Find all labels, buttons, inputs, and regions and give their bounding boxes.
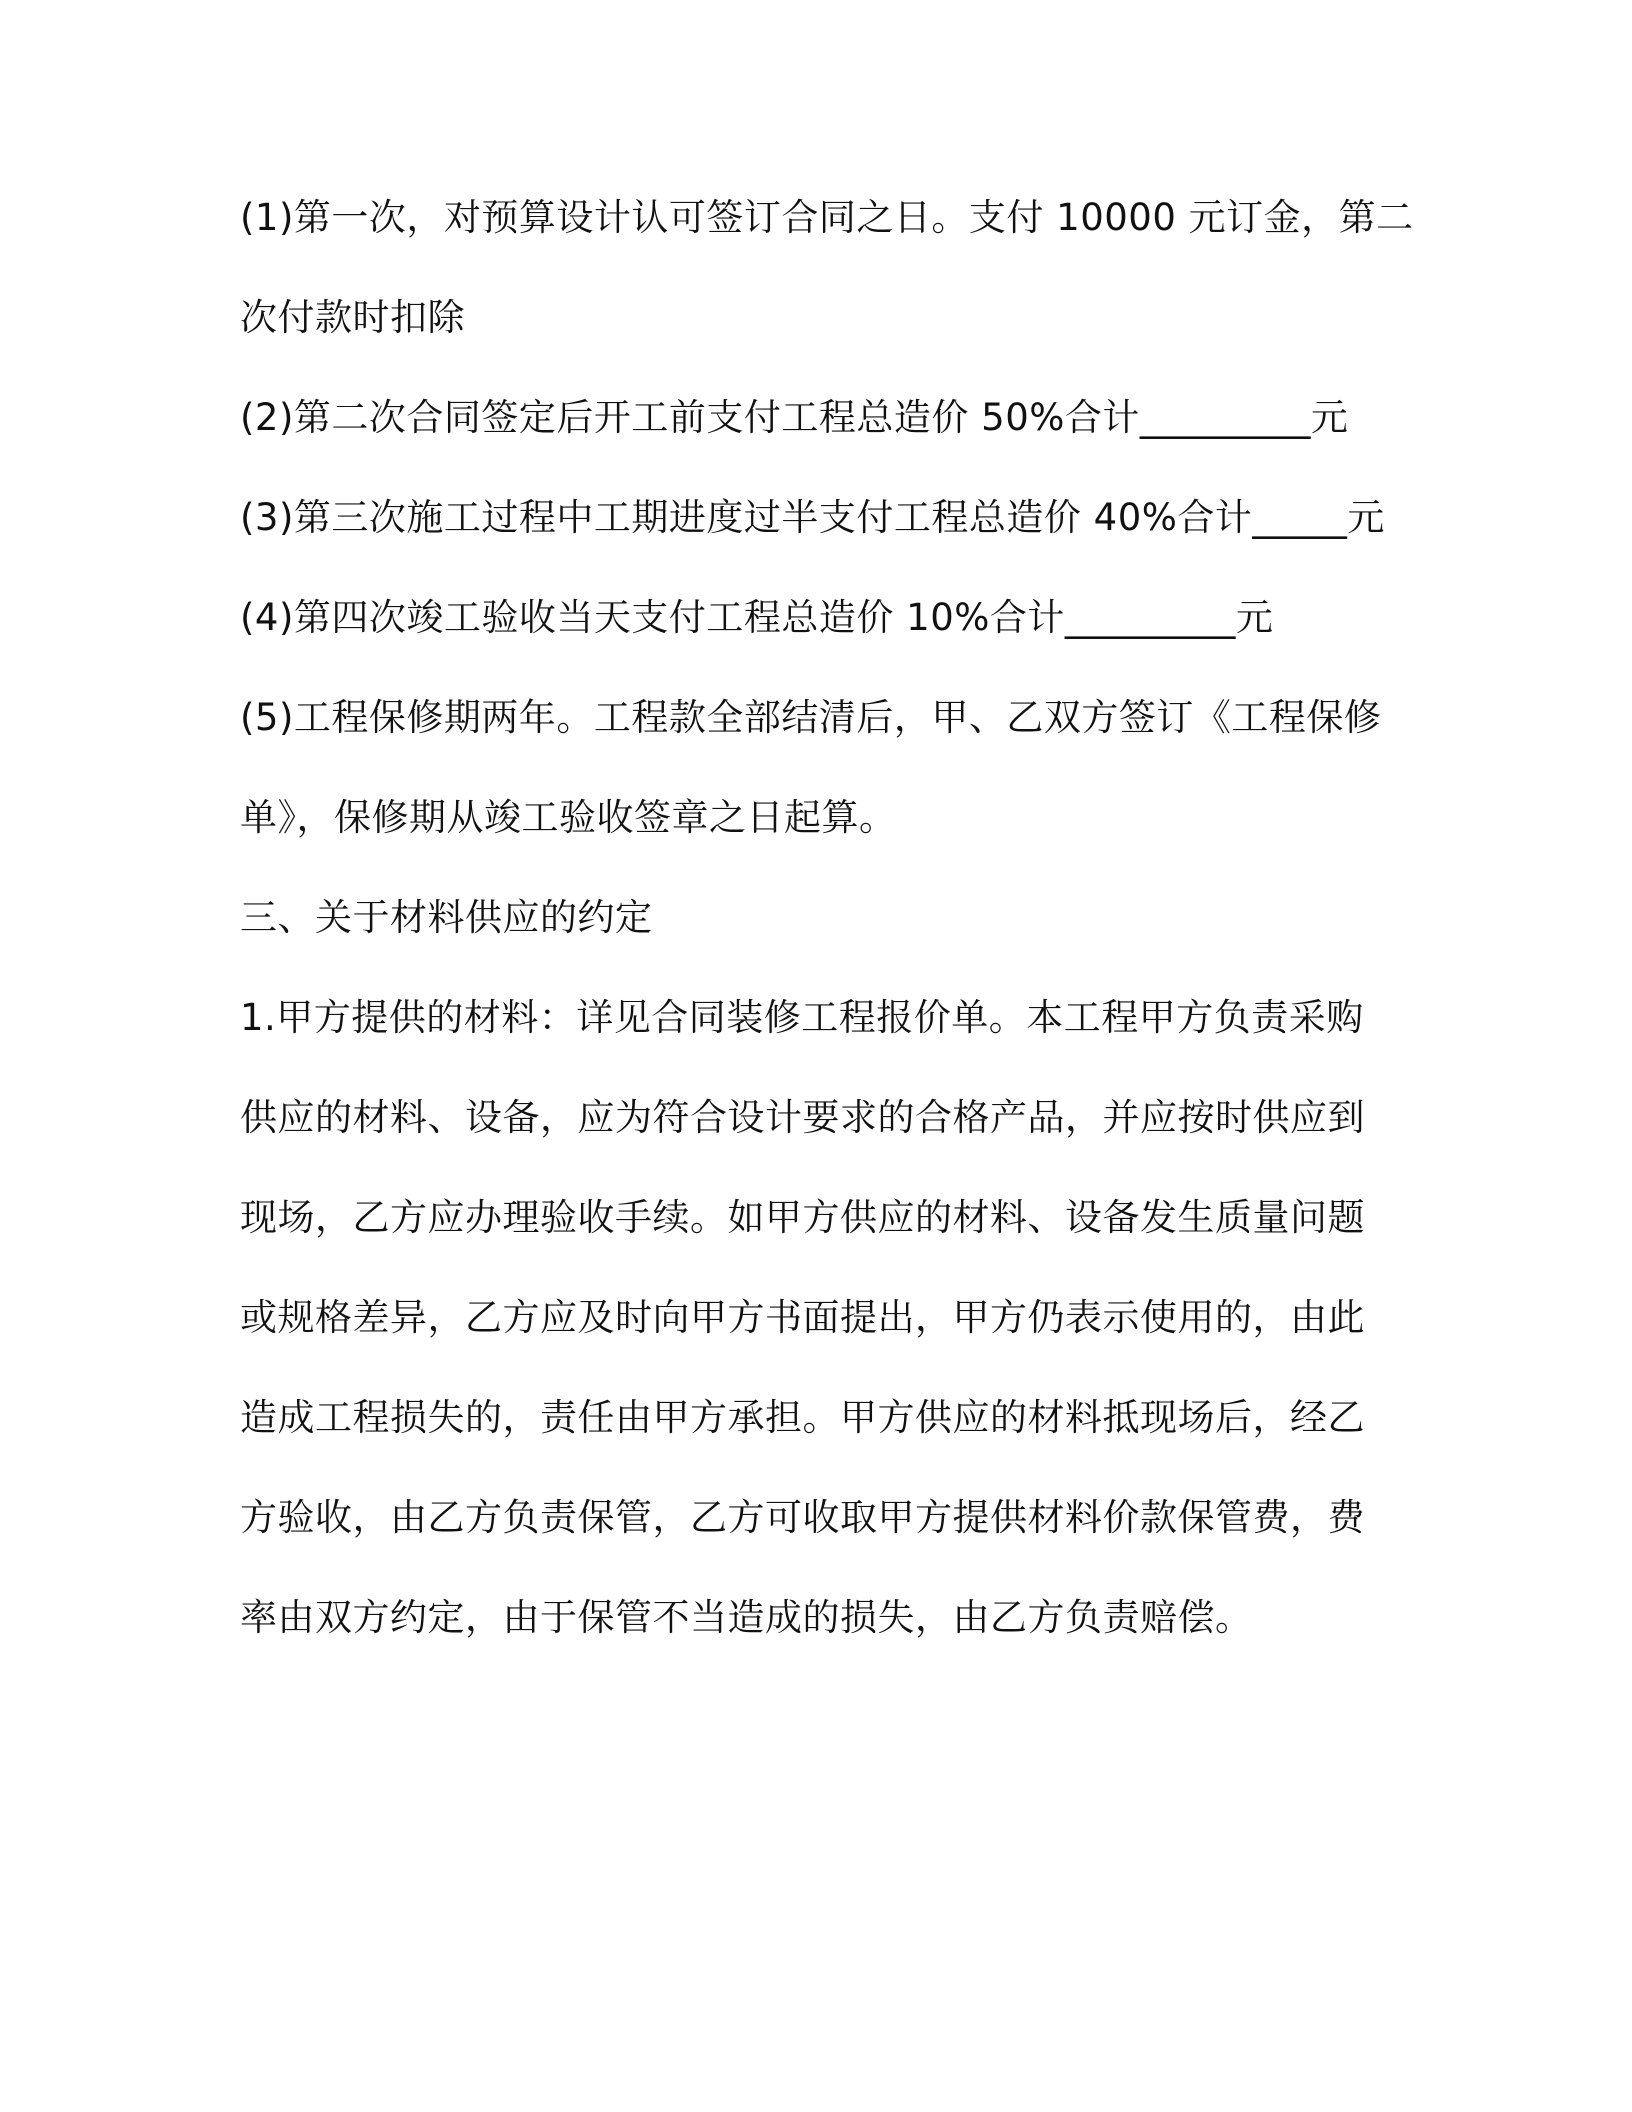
text-line-10: 供应的材料、设备，应为符合设计要求的合格产品，并应按时供应到 [240, 1096, 1365, 1139]
section-heading: 三、关于材料供应的约定 [240, 896, 653, 939]
text-line-14: 方验收，由乙方负责保管，乙方可收取甲方提供材料价款保管费，费 [240, 1496, 1365, 1539]
text-line-12: 或规格差异，乙方应及时向甲方书面提出，甲方仍表示使用的，由此 [240, 1296, 1365, 1339]
text-line-11: 现场，乙方应办理验收手续。如甲方供应的材料、设备发生质量问题 [240, 1196, 1365, 1239]
text-line-15: 率由双方约定，由于保管不当造成的损失，由乙方负责赔偿。 [240, 1596, 1253, 1639]
text-line-2: 次付款时扣除 [240, 296, 465, 339]
text-line-4: (3)第三次施工过程中工期进度过半支付工程总造价 40%合计_____元 [240, 496, 1385, 539]
text-line-3: (2)第二次合同签定后开工前支付工程总造价 50%合计_________元 [240, 396, 1349, 439]
text-line-6: (5)工程保修期两年。工程款全部结清后，甲、乙双方签订《工程保修 [240, 696, 1382, 739]
text-line-1: (1)第一次，对预算设计认可签订合同之日。支付 10000 元订金，第二 [240, 196, 1414, 239]
text-line-13: 造成工程损失的，责任由甲方承担。甲方供应的材料抵现场后，经乙 [240, 1396, 1365, 1439]
text-line-7: 单》，保修期从竣工验收签章之日起算。 [240, 796, 897, 839]
text-line-5: (4)第四次竣工验收当天支付工程总造价 10%合计_________元 [240, 596, 1274, 639]
text-line-9: 1.甲方提供的材料：详见合同装修工程报价单。本工程甲方负责采购 [240, 996, 1364, 1039]
